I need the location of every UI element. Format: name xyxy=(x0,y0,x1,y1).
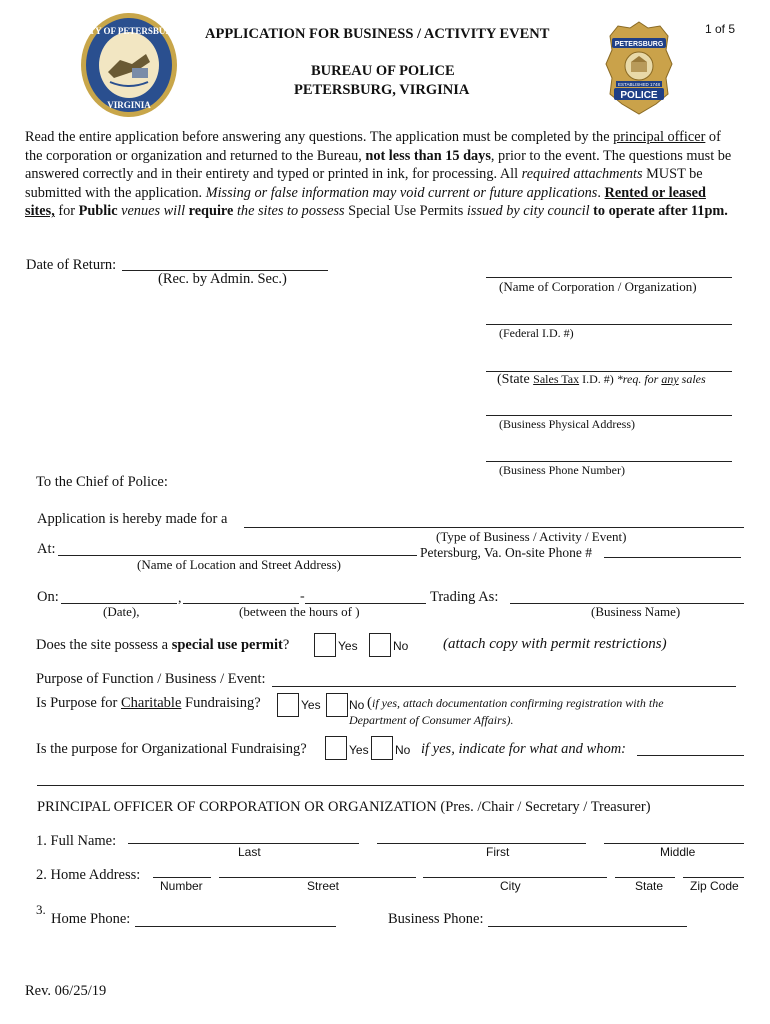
federal-id-label: (Federal I.D. #) xyxy=(499,326,574,340)
first-label: First xyxy=(486,845,510,859)
city-label: City xyxy=(500,879,521,893)
home-address-label: 2. Home Address: xyxy=(36,867,141,883)
first-name-field[interactable] xyxy=(377,843,586,844)
address-city-field[interactable] xyxy=(423,877,607,878)
type-of-business-field[interactable] xyxy=(244,527,744,528)
trading-as-label: Trading As: xyxy=(430,589,499,605)
permit-no-checkbox[interactable] xyxy=(369,633,391,657)
federal-id-field[interactable] xyxy=(486,324,732,325)
comma-separator: , xyxy=(178,591,182,606)
last-label: Last xyxy=(238,845,261,859)
svg-text:PETERSBURG: PETERSBURG xyxy=(614,41,664,48)
business-phone-field[interactable] xyxy=(486,461,732,462)
type-of-business-label: (Type of Business / Activity / Event) xyxy=(436,529,627,544)
state-tax-id-label: (State Sales Tax I.D. #) *req. for any sales xyxy=(497,372,706,387)
svg-text:ESTABLISHED 1748: ESTABLISHED 1748 xyxy=(618,82,660,87)
org-fund-no-checkbox[interactable] xyxy=(371,736,393,760)
attach-copy-note: (attach copy with permit restrictions) xyxy=(443,636,667,652)
principal-heading: PRINCIPAL OFFICER OF CORPORATION OR ORGANIZATION (Pres. /Chair / Secretary / Treasurer) xyxy=(37,799,651,815)
rec-by-admin-label: (Rec. by Admin. Sec.) xyxy=(158,271,287,287)
page-number: 1 of 5 xyxy=(705,22,736,36)
location-address-label: (Name of Location and Street Address) xyxy=(137,557,341,572)
org-fund-yes-checkbox[interactable] xyxy=(325,736,347,760)
middle-label: Middle xyxy=(660,845,696,859)
business-phone-label-2: Business Phone: xyxy=(388,911,484,927)
home-phone-label: Home Phone: xyxy=(51,911,131,927)
location-address-field[interactable] xyxy=(58,555,417,556)
org-fund-yes-label: Yes xyxy=(349,743,369,757)
police-badge-icon xyxy=(604,20,674,116)
city-seal xyxy=(80,12,178,118)
intro-paragraph: Read the entire application before answering any questions. The application must be completed by the principal officer of the corporation or organization and returned to the Bureau, not less than 15 days, prior to the event. The questions must be answered correctly and in their entirety and typed or printed in ink, for processing. All required attachments MUST be submitted with the application. Missing or false information may void current or future applications. Rented or leased sites, for Public venues will require the sites to possess Special Use Permits issued by city council to operate after 11pm. xyxy=(25,129,732,220)
svg-text:VIRGINIA: VIRGINIA xyxy=(107,100,151,110)
address-zip-field[interactable] xyxy=(683,877,744,878)
org-fundraising-question: Is the purpose for Organizational Fundraising? xyxy=(36,741,307,757)
charitable-note-2: Department of Consumer Affairs). xyxy=(349,713,514,727)
permit-no-label: No xyxy=(393,639,409,653)
state-label: State xyxy=(635,879,664,893)
business-phone-label: (Business Phone Number) xyxy=(499,463,625,477)
city-heading: PETERSBURG, VIRGINIA xyxy=(294,82,470,98)
business-address-label: (Business Physical Address) xyxy=(499,417,635,431)
business-phone-field-2[interactable] xyxy=(488,926,687,927)
number-label: Number xyxy=(160,879,203,893)
business-name-label: (Business Name) xyxy=(591,604,681,619)
date-label: (Date), xyxy=(103,604,140,619)
address-state-field[interactable] xyxy=(615,877,675,878)
to-chief-label: To the Chief of Police: xyxy=(36,474,168,490)
purpose-label: Purpose of Function / Business / Event: xyxy=(36,671,266,687)
on-label: On: xyxy=(37,589,59,605)
police-badge xyxy=(604,20,674,116)
application-made-label: Application is hereby made for a xyxy=(37,511,228,527)
petersburg-onsite-label: Petersburg, Va. On-site Phone # xyxy=(420,545,592,560)
permit-yes-checkbox[interactable] xyxy=(314,633,336,657)
permit-question: Does the site possess a special use permit? xyxy=(36,637,290,653)
at-label: At: xyxy=(37,541,56,557)
full-name-label: 1. Full Name: xyxy=(36,833,117,849)
charitable-no-label: No xyxy=(349,698,365,712)
onsite-phone-field[interactable] xyxy=(604,557,741,558)
charitable-question: Is Purpose for Charitable Fundraising? xyxy=(36,695,261,711)
address-street-field[interactable] xyxy=(219,877,416,878)
if-yes-indicate-label: if yes, indicate for what and whom: xyxy=(421,741,626,757)
permit-yes-label: Yes xyxy=(338,639,358,653)
middle-name-field[interactable] xyxy=(604,843,744,844)
zip-label: Zip Code xyxy=(690,879,739,893)
org-fund-no-label: No xyxy=(395,743,411,757)
item-three-number: 3. xyxy=(36,902,46,917)
corporation-name-field[interactable] xyxy=(486,277,732,278)
corporation-name-label: (Name of Corporation / Organization) xyxy=(499,279,697,294)
bureau-heading: BUREAU OF POLICE xyxy=(311,63,455,79)
date-of-return-label: Date of Return: xyxy=(26,257,117,273)
address-number-field[interactable] xyxy=(153,877,211,878)
revision-date: Rev. 06/25/19 xyxy=(25,983,107,999)
svg-text:POLICE: POLICE xyxy=(620,90,658,101)
between-hours-label: (between the hours of ) xyxy=(239,604,360,619)
org-fund-details-field[interactable] xyxy=(637,755,744,756)
last-name-field[interactable] xyxy=(128,843,359,844)
street-label: Street xyxy=(307,879,340,893)
dash-separator: - xyxy=(300,589,305,604)
city-seal-icon xyxy=(80,12,178,118)
charitable-yes-checkbox[interactable] xyxy=(277,693,299,717)
form-title: APPLICATION FOR BUSINESS / ACTIVITY EVENT xyxy=(205,26,550,42)
charitable-note: (if yes, attach documentation confirming registration with the xyxy=(367,695,664,711)
charitable-no-checkbox[interactable] xyxy=(326,693,348,717)
svg-text:CITY OF PETERSBURG: CITY OF PETERSBURG xyxy=(80,26,178,36)
charitable-yes-label: Yes xyxy=(301,698,321,712)
business-address-field[interactable] xyxy=(486,415,732,416)
org-fund-details-field-2[interactable] xyxy=(37,785,744,786)
purpose-field[interactable] xyxy=(272,686,736,687)
home-phone-field[interactable] xyxy=(135,926,336,927)
